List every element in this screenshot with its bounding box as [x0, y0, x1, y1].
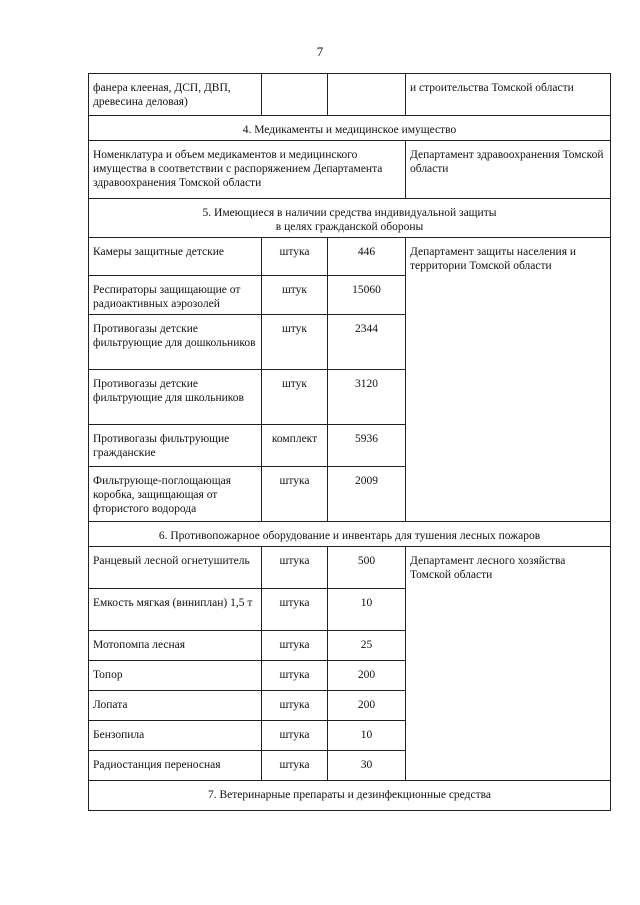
cell-qty: 2344 [328, 315, 406, 370]
cell-name: Радиостанция переносная [89, 751, 262, 781]
cell-unit: штука [262, 691, 328, 721]
cell-name: Емкость мягкая (виниплан) 1,5 т [89, 589, 262, 631]
section-4-text: Номенклатура и объем медикаментов и медицинского имущества в соответствии с распоряжением Департамента здравоохранения Томской области [89, 141, 406, 199]
cell-qty: 200 [328, 661, 406, 691]
section-5-title-line2: в целях гражданской обороны [275, 221, 424, 233]
section-6-title: 6. Противопожарное оборудование и инвентарь для тушения лесных пожаров [89, 522, 611, 547]
section-header-row [89, 199, 611, 238]
cell-unit: штука [262, 589, 328, 631]
table-row [89, 74, 611, 116]
cell-qty: 30 [328, 751, 406, 781]
cell-name: Лопата [89, 691, 262, 721]
cell-unit: штука [262, 721, 328, 751]
cell-unit: штука [262, 661, 328, 691]
cell-qty: 10 [328, 721, 406, 751]
cell-qty: 3120 [328, 370, 406, 425]
cell-name: Камеры защитные детские [89, 238, 262, 276]
cell-dept: и строительства Томской области [406, 74, 611, 116]
section-5-title [89, 199, 611, 238]
section-7-title: 7. Ветеринарные препараты и дезинфекционные средства [89, 781, 611, 811]
cell-name: Противогазы детские фильтрующие для дошкольников [89, 315, 262, 370]
page-number: 7 [316, 44, 324, 59]
cell-qty [328, 74, 406, 116]
section-header-row [89, 781, 611, 811]
cell-name: Мотопомпа лесная [89, 631, 262, 661]
cell-name: Ранцевый лесной огнетушитель [89, 547, 262, 589]
section-header-row [89, 116, 611, 141]
cell-unit: штук [262, 315, 328, 370]
cell-unit: штук [262, 370, 328, 425]
cell-qty: 200 [328, 691, 406, 721]
cell-unit: штука [262, 467, 328, 522]
cell-unit: штука [262, 238, 328, 276]
cell-unit: штук [262, 276, 328, 315]
cell-unit: штука [262, 547, 328, 589]
cell-name: Респираторы защищающие от радиоактивных аэрозолей [89, 276, 262, 315]
section-header-row [89, 522, 611, 547]
resources-table [88, 73, 611, 811]
cell-qty: 500 [328, 547, 406, 589]
cell-name: Противогазы детские фильтрующие для школьников [89, 370, 262, 425]
section-4-dept: Департамент здравоохранения Томской области [406, 141, 611, 199]
table-row [89, 547, 611, 589]
cell-qty: 446 [328, 238, 406, 276]
cell-name: Фильтрующе-поглощающая коробка, защищающая от фтористого водорода [89, 467, 262, 522]
cell-name: Топор [89, 661, 262, 691]
cell-qty: 5936 [328, 425, 406, 467]
section-6-dept: Департамент лесного хозяйства Томской области [406, 547, 611, 781]
table-row [89, 141, 611, 199]
section-5-title-line1: 5. Имеющиеся в наличии средства индивидуальной защиты [202, 207, 497, 219]
cell-name: фанера клееная, ДСП, ДВП, древесина деловая) [89, 74, 262, 116]
section-4-title: 4. Медикаменты и медицинское имущество [89, 116, 611, 141]
cell-qty: 25 [328, 631, 406, 661]
cell-unit: штука [262, 751, 328, 781]
cell-unit: комплект [262, 425, 328, 467]
cell-qty: 2009 [328, 467, 406, 522]
cell-unit [262, 74, 328, 116]
table-row [89, 238, 611, 276]
cell-name: Противогазы фильтрующие гражданские [89, 425, 262, 467]
section-5-dept: Департамент защиты населения и территории Томской области [406, 238, 611, 522]
cell-qty: 10 [328, 589, 406, 631]
cell-name: Бензопила [89, 721, 262, 751]
cell-unit: штука [262, 631, 328, 661]
cell-qty: 15060 [328, 276, 406, 315]
